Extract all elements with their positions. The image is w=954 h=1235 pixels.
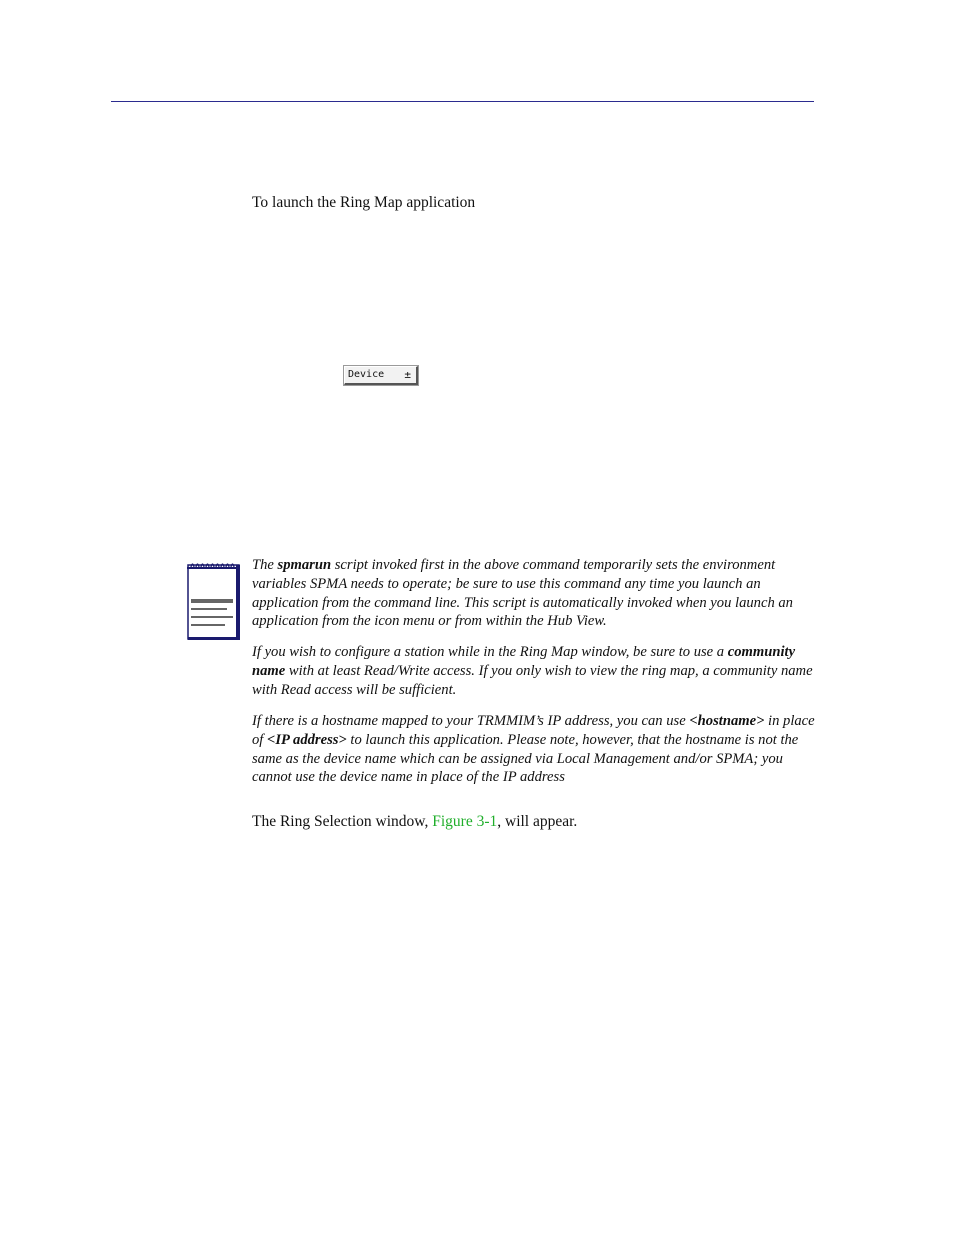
figure-link[interactable]: Figure 3-1 — [432, 813, 498, 830]
note-paragraph-hostname — [252, 712, 822, 787]
notepad-icon — [186, 559, 241, 641]
result-text — [252, 812, 577, 831]
note-text: script invoked first in the above command temporarily sets the environment variables SPMA needs to operate; be sure to use this command any time you launch an application from the command line. This script is automatically invoked when you launch an application from the icon menu or from within the Hub View. — [252, 557, 793, 630]
note-emphasis: spmarun — [277, 557, 332, 573]
note-text: The — [252, 557, 278, 573]
note-text: If there is a hostname mapped to your TRMMIM’s IP address, you can use — [252, 713, 690, 729]
device-button-label: Device — [348, 369, 385, 380]
device-menu-button[interactable] — [344, 366, 418, 385]
result-text-before: The Ring Selection window, — [252, 813, 433, 830]
option-menu-arrow-icon: ± — [404, 368, 411, 381]
note-paragraph-community — [252, 643, 822, 699]
note-emphasis: <IP address> — [267, 731, 347, 748]
note-emphasis: <hostname> — [689, 713, 765, 729]
note-text: If you wish to configure a station while in the Ring Map window, be sure to use a — [252, 644, 728, 660]
intro-text: To launch the Ring Map application — [252, 194, 476, 211]
note-paragraph-spmarun — [252, 556, 822, 631]
note-emphasis: community name — [252, 644, 796, 679]
result-text-after: , will appear. — [497, 813, 578, 830]
note-text: with at least Read/Write access. If you only wish to view the ring map, a community name with Read access will be sufficient. — [252, 662, 813, 698]
note-text: in place of — [252, 713, 815, 748]
note-text: to launch this application. Please note, however, that the hostname is not the same as the device name which can be assigned via Local Management and/or SPMA; you cannot use the device name in place of the IP address — [252, 731, 799, 786]
header-rule — [111, 101, 814, 102]
